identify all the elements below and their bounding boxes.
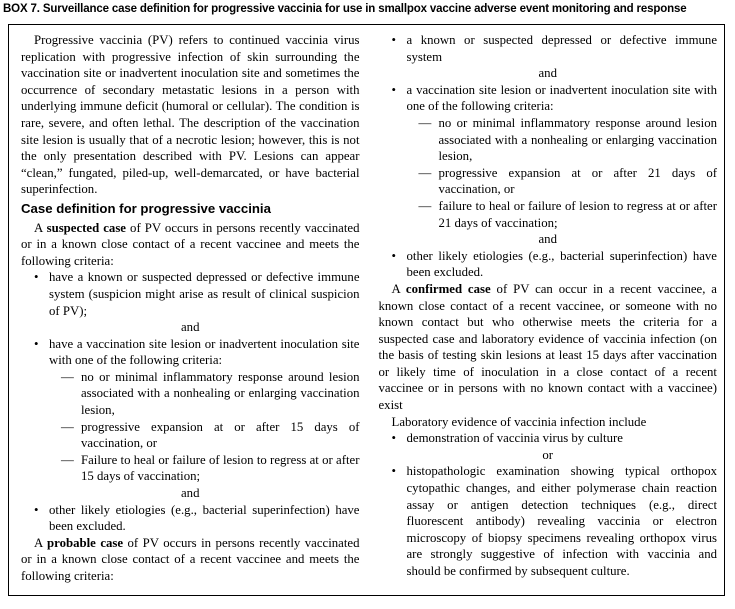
suspected-case-paragraph <box>21 220 360 270</box>
dash-marker: — <box>61 452 74 467</box>
connector-and: and <box>181 320 200 335</box>
confirmed-case-paragraph <box>379 281 718 414</box>
list-item <box>21 502 360 535</box>
paragraph-text: A <box>34 220 47 235</box>
dash-text: no or minimal inflammatory response around lesion associated with a nonhealing or enlarging vaccination lesion, <box>81 369 360 418</box>
bullet-marker: • <box>391 431 396 446</box>
dash-text: progressive expansion at or after 21 days of vaccination, or <box>438 165 717 197</box>
paragraph-text: A <box>34 535 48 550</box>
paragraph-text: of PV occurs in persons recently vaccinated or in a known close contact of a recent vaccinee and meets the following criteria: <box>21 220 360 268</box>
paragraph-text: of PV occurs in persons recently vaccinated or in a known close contact of a recent vaccinee and meets the following criteria: <box>21 535 360 583</box>
bullet-text: have a vaccination site lesion or inadvertent inoculation site with one of the following criteria: <box>49 336 360 368</box>
sub-list-item <box>379 198 718 231</box>
dash-marker: — <box>61 419 74 434</box>
list-item <box>379 463 718 579</box>
sub-list-item <box>21 369 360 419</box>
dash-marker: — <box>418 165 432 180</box>
bullet-text: demonstration of vaccinia virus by culture <box>406 431 623 446</box>
probable-case-paragraph <box>21 535 360 585</box>
bullet-marker: • <box>391 248 396 263</box>
definition-box <box>8 24 725 596</box>
bullet-text: a known or suspected depressed or defective immune system <box>406 33 717 64</box>
intro-paragraph: Progressive vaccinia (PV) refers to continued vaccinia virus replication with progressive infection of skin surrounding the vaccination site or inadvertent inoculation site and sometimes the occurrence of secondary metastatic lesions in a person with underlying immune deficit (humoral or cellular). The condition is rare, severe, and often lethal. The description of the vaccination site lesion is usually that of a necrotic lesion; however, this is not the only presentation described with PV. Lesions can appear “clean,” fungated, piled-up, well-demarcated, or have bacterial superinfection. <box>21 33 360 197</box>
bullet-marker: • <box>391 33 396 47</box>
dash-text: failure to heal or failure of lesion to regress at or after 21 days of vaccination; <box>438 198 717 230</box>
suspected-case-bold: suspected case <box>46 220 126 235</box>
connector-and: and <box>538 66 557 81</box>
sub-list-item <box>379 115 718 165</box>
bullet-text: other likely etiologies (e.g., bacterial superinfection) have been excluded. <box>406 248 717 280</box>
bullet-marker: • <box>34 502 39 517</box>
sub-list-item <box>21 419 360 452</box>
bullet-text: histopathologic examination showing typical orthopox cytopathic changes, and either polymerase chain reaction assay or antigen detection techniques (e.g., direct fluorescent antibody) revealing vaccinia or electron microscopy of biopsy specimens revealing orthopox virus are strongly suggestive of infection with vaccinia and should be confirmed by subsequent culture. <box>406 464 717 578</box>
bullet-marker: • <box>391 464 396 479</box>
probable-case-bold: probable case <box>47 535 124 550</box>
sub-list-item <box>379 165 718 198</box>
list-item <box>379 82 718 115</box>
sub-list-item <box>21 452 360 485</box>
left-column <box>21 32 360 591</box>
bullet-marker: • <box>34 336 39 351</box>
dash-text: no or minimal inflammatory response around lesion associated with a nonhealing or enlarging vaccination lesion, <box>438 115 717 164</box>
dash-marker: — <box>61 369 74 384</box>
list-item <box>21 269 360 319</box>
bullet-text: a vaccination site lesion or inadvertent inoculation site with one of the following criteria: <box>406 82 717 114</box>
dash-text: Failure to heal or failure of lesion to regress at or after 15 days of vaccination; <box>81 452 360 484</box>
lab-evidence-paragraph: Laboratory evidence of vaccinia infection include <box>391 414 647 429</box>
bullet-marker: • <box>391 82 396 97</box>
dash-text: progressive expansion at or after 15 days of vaccination, or <box>81 419 360 451</box>
connector-or: or <box>542 447 554 462</box>
list-item <box>379 32 718 65</box>
bullet-marker: • <box>34 270 39 285</box>
connector-and: and <box>181 486 200 501</box>
connector-and: and <box>538 232 557 247</box>
list-item <box>21 336 360 369</box>
dash-marker: — <box>418 115 432 130</box>
bullet-text: other likely etiologies (e.g., bacterial superinfection) have been excluded. <box>49 502 360 534</box>
list-item <box>379 430 718 447</box>
bullet-text: have a known or suspected depressed or defective immune system (suspicion might arise as result of clinical suspicion of PV); <box>49 270 360 318</box>
list-item <box>379 248 718 281</box>
paragraph-text: of PV can occur in a recent vaccinee, a known close contact of a recent vaccinee, or someone with no known contact but who otherwise meets the criteria for a suspected case and laboratory evidence of vaccinia infection (on the basis of testing skin lesions at least 15 days after vaccination or likely time of inoculation in a close contact of a recent vaccinee or in persons with no known contact with a vaccinee) exist <box>378 281 717 413</box>
dash-marker: — <box>418 198 432 213</box>
section-heading: Case definition for progressive vaccinia <box>21 200 271 216</box>
right-column <box>379 32 718 591</box>
paragraph-text: A <box>391 281 406 296</box>
confirmed-case-bold: confirmed case <box>405 281 491 296</box>
box-title: BOX 7. Surveillance case definition for progressive vaccinia for use in smallpox vaccine adverse event monitoring and response <box>3 3 687 15</box>
